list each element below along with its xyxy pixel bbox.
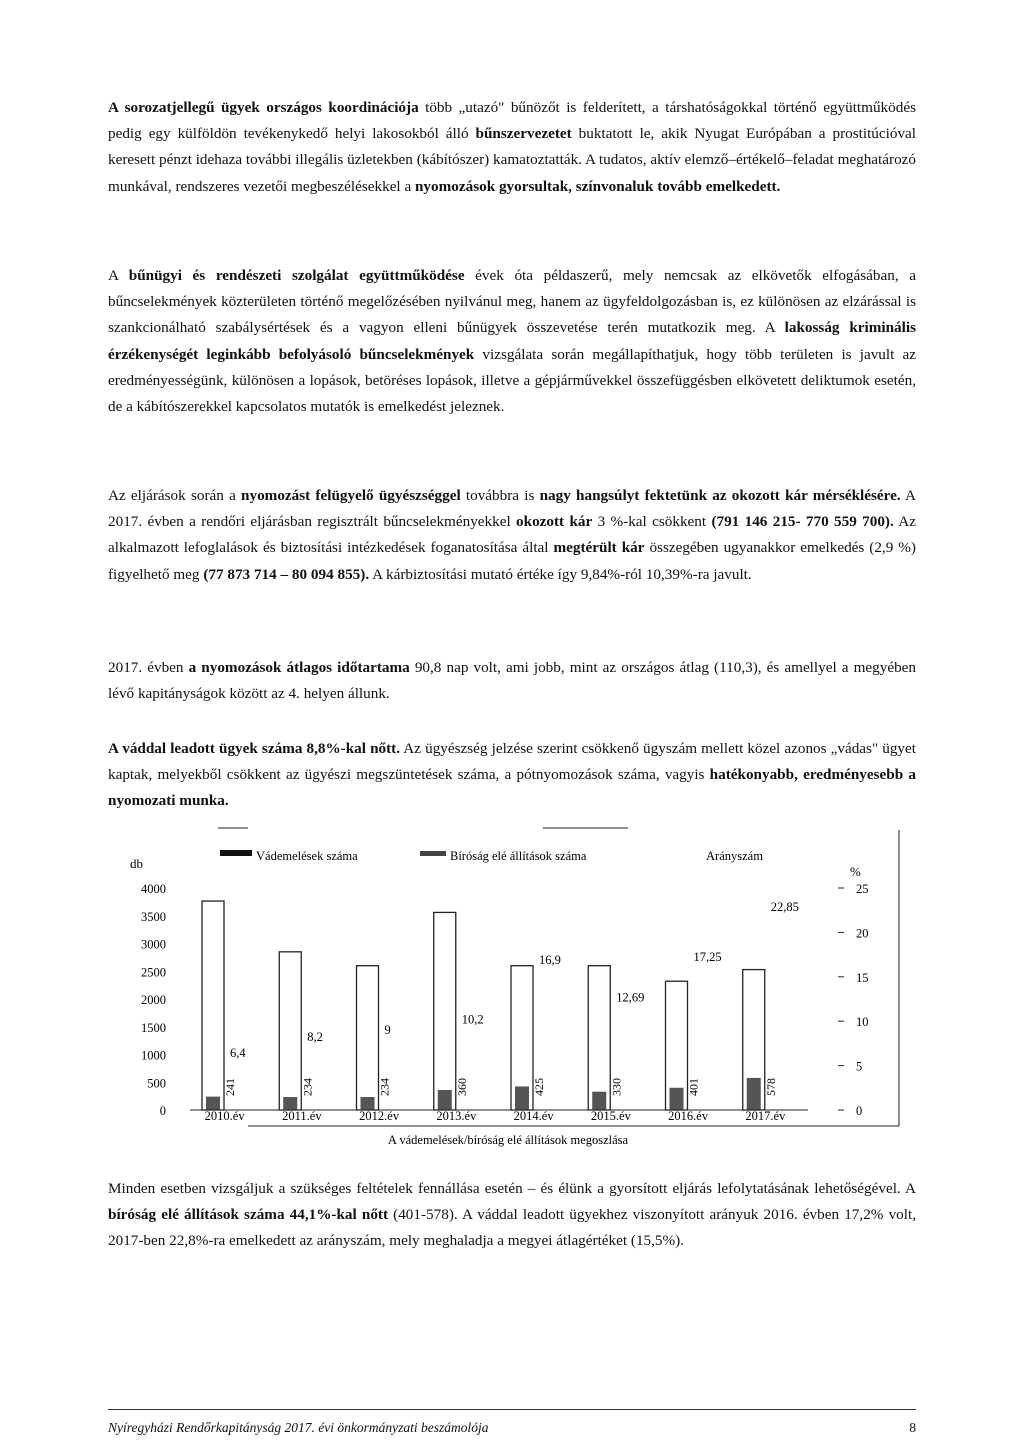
bar-vademelesek xyxy=(588,966,610,1110)
category-label: 2011.év xyxy=(282,1109,322,1123)
text-run: (77 873 714 – 80 094 855). xyxy=(203,565,370,583)
bar-birosag xyxy=(206,1097,220,1110)
text-run: megtérült kár xyxy=(553,539,645,557)
text-run: bíróság elé állítások száma 44,1%-kal nőtt xyxy=(108,1206,389,1224)
left-tick-label: 2000 xyxy=(141,993,166,1007)
text-run: okozott kár xyxy=(516,513,593,531)
category-label: 2017.év xyxy=(745,1109,786,1123)
bar-birosag xyxy=(747,1078,761,1110)
page-number: 8 xyxy=(909,1420,916,1435)
category-label: 2010.év xyxy=(204,1109,245,1123)
text-run: bűnügyi és rendészeti szolgálat együttműködése xyxy=(128,267,465,284)
page-footer xyxy=(108,1409,916,1434)
bar-count-label: 401 xyxy=(686,1078,701,1096)
text-run: összegében ugyanakkor emelkedés (2,9 %) figyelhető meg xyxy=(108,539,916,583)
footer-title: Nyíregyházi Rendőrkapitányság 2017. évi önkormányzati beszámolója xyxy=(108,1420,489,1435)
legend-vademelesek: Vádemelések száma xyxy=(256,849,358,863)
bar-count-label: 234 xyxy=(377,1078,392,1096)
left-tick-label: 1500 xyxy=(141,1020,166,1035)
text-run: hatékonyabb, eredményesebb a nyomozati munka. xyxy=(108,766,916,810)
paragraph-4 xyxy=(108,655,916,707)
text-run: Az alkalmazott lefoglalások és biztosítási intézkedések foganatosítása által xyxy=(108,513,916,557)
bar-count-label: 241 xyxy=(223,1078,237,1096)
text-run: nyomozások gyorsultak, színvonaluk tovább emelkedett. xyxy=(414,177,781,195)
category-label: 2016.év xyxy=(668,1109,709,1123)
bar-count-label: 425 xyxy=(532,1078,546,1096)
text-run: nyomozást felügyelő ügyészséggel xyxy=(241,487,461,504)
bar-birosag xyxy=(515,1086,529,1110)
bar-chart xyxy=(108,818,908,1158)
left-tick-label: 500 xyxy=(147,1076,166,1091)
right-tick-label: 20 xyxy=(856,926,869,941)
legend-aranyszam: Arányszám xyxy=(706,849,763,863)
left-tick-label: 4000 xyxy=(141,882,166,896)
text-run: 3 %-kal csökkent xyxy=(592,513,712,531)
bar-count-label: 234 xyxy=(300,1078,315,1096)
text-run: vizsgálata során megállapíthatjuk, hogy több területen is javult az eredményességünk, különösen a lopások, betöréses lopások, illetve a gépjárművekkel összefüggésben elkövetett deliktumok esetén, de a kábítószerekkel kapcsolatos mutatók is emelkedést jeleznek. xyxy=(108,345,916,416)
right-tick-label: 15 xyxy=(856,970,869,985)
bar-birosag xyxy=(592,1092,606,1110)
bar-count-label: 578 xyxy=(763,1078,778,1096)
bar-count-label: 330 xyxy=(609,1078,624,1096)
left-tick-label: 2500 xyxy=(141,965,166,980)
left-tick-label: 0 xyxy=(159,1104,166,1118)
text-run: (791 146 215- 770 559 700). xyxy=(711,513,894,531)
legend-birosag: Bíróság elé állítások száma xyxy=(450,849,587,863)
bar-vademelesek xyxy=(434,912,456,1110)
ratio-label: 9 xyxy=(384,1023,391,1038)
text-run: továbbra is xyxy=(460,487,540,504)
category-label: 2014.év xyxy=(513,1109,554,1123)
category-label: 2013.év xyxy=(436,1109,477,1123)
bar-vademelesek xyxy=(357,966,379,1110)
text-run: A kárbiztosítási mutató értéke így 9,84%-ról 10,39%-ra javult. xyxy=(369,565,752,583)
text-run: nagy hangsúlyt fektetünk az okozott kár mérséklésére. xyxy=(539,487,901,504)
text-run: A 2017. évben a rendőri eljárásban regisztrált bűncselekményekkel xyxy=(108,487,917,531)
paragraph-5 xyxy=(108,736,916,815)
ratio-label: 22,85 xyxy=(770,900,799,915)
category-label: 2015.év xyxy=(590,1109,631,1123)
left-tick-label: 3000 xyxy=(141,937,166,952)
text-run: Az eljárások során a xyxy=(108,487,242,504)
legend-swatch-birosag xyxy=(420,851,446,856)
text-run: évek óta példaszerű, mely nemcsak az elkövetők elfogásában, a bűncselekmények közterületen történő megelőzésében nyilvánul meg, hanem az ügyfeldolgozásban is, ez különösen az elzárással is szankcionálható szabálysértések és a vagyon elleni bűnügyek összevetése terén mutatkozik meg. A xyxy=(108,267,916,337)
ratio-label: 12,69 xyxy=(616,990,645,1005)
left-tick-label: 1000 xyxy=(141,1048,166,1063)
chart-title: A vádemelések/bíróság elé állítások megoszlása xyxy=(387,1133,629,1147)
left-axis-label: db xyxy=(130,856,143,871)
text-run: több „utazó" bűnözőt is felderített, a társhatóságokkal történő együttműködés pedig egy külföldön tevékenykedő helyi lakosokból álló xyxy=(108,99,916,143)
text-run: lakosság kriminális érzékenységét leginkább befolyásoló bűncselekmények xyxy=(108,319,916,363)
text-run: 2017. évben xyxy=(108,659,189,676)
legend-swatch-vademelesek xyxy=(220,850,252,856)
paragraph-1 xyxy=(108,95,916,200)
text-run: Minden esetben vizsgáljuk a szükséges feltételek fennállása esetén – és élünk a gyorsított eljárás lefolytatásának lehetőségével. A xyxy=(108,1180,916,1197)
text-run: A váddal leadott ügyek száma 8,8%-kal nőtt. xyxy=(108,740,401,757)
right-tick-label: 25 xyxy=(856,882,869,896)
text-run: (401-578). A váddal leadott ügyekhez viszonyított arányuk 2016. évben 17,2% volt, 2017-ben 22,8%-ra emelkedett az arányszám, mely meghaladja a megyei átlagértéket (15,5%). xyxy=(108,1206,916,1250)
right-axis-label: % xyxy=(850,864,861,879)
bar-vademelesek xyxy=(279,952,301,1110)
ratio-label: 16,9 xyxy=(539,952,561,967)
ratio-label: 17,25 xyxy=(693,949,722,964)
ratio-label: 8,2 xyxy=(307,1030,323,1045)
text-run: a nyomozások átlagos időtartama xyxy=(188,659,410,676)
bar-birosag xyxy=(670,1088,684,1110)
text-run: A xyxy=(108,267,129,284)
ratio-label: 6,4 xyxy=(230,1046,246,1061)
text-run: buktatott le, akik Nyugat Európában a prostitúcióval keresett pénzt idehaza további illegális üzletekben (kábítószer) kamatoztatták. A tudatos, aktív elemző–értékelő–feladat meghatározó munkával, rendszeres vezetői megbeszélésekkel a xyxy=(108,125,916,195)
right-tick-label: 0 xyxy=(856,1104,863,1118)
category-label: 2012.év xyxy=(359,1109,400,1123)
paragraph-6 xyxy=(108,1176,916,1255)
paragraph-3 xyxy=(108,483,916,588)
bar-birosag xyxy=(438,1090,452,1110)
text-run: bűnszervezetet xyxy=(475,125,572,143)
right-tick-label: 5 xyxy=(856,1059,863,1074)
left-tick-label: 3500 xyxy=(141,909,166,924)
bar-count-label: 360 xyxy=(454,1078,469,1096)
paragraph-2 xyxy=(108,263,916,420)
chart-svg xyxy=(108,818,908,1158)
text-run: Az ügyészség jelzése szerint csökkenő ügyszám mellett közel azonos „vádas" ügyet kaptak, melyekből csökkent az ügyészi megszüntetések száma, a pótnyomozások száma, vagyis xyxy=(108,740,916,784)
text-run: 90,8 nap volt, ami jobb, mint az országos átlag (110,3), és amellyel a megyében lévő kapitányságok között az 4. helyen állunk. xyxy=(108,659,916,703)
text-run: A sorozatjellegű ügyek országos koordinációja xyxy=(108,99,419,116)
right-tick-label: 10 xyxy=(856,1015,869,1030)
ratio-label: 10,2 xyxy=(461,1012,484,1027)
bar-vademelesek xyxy=(202,901,224,1110)
